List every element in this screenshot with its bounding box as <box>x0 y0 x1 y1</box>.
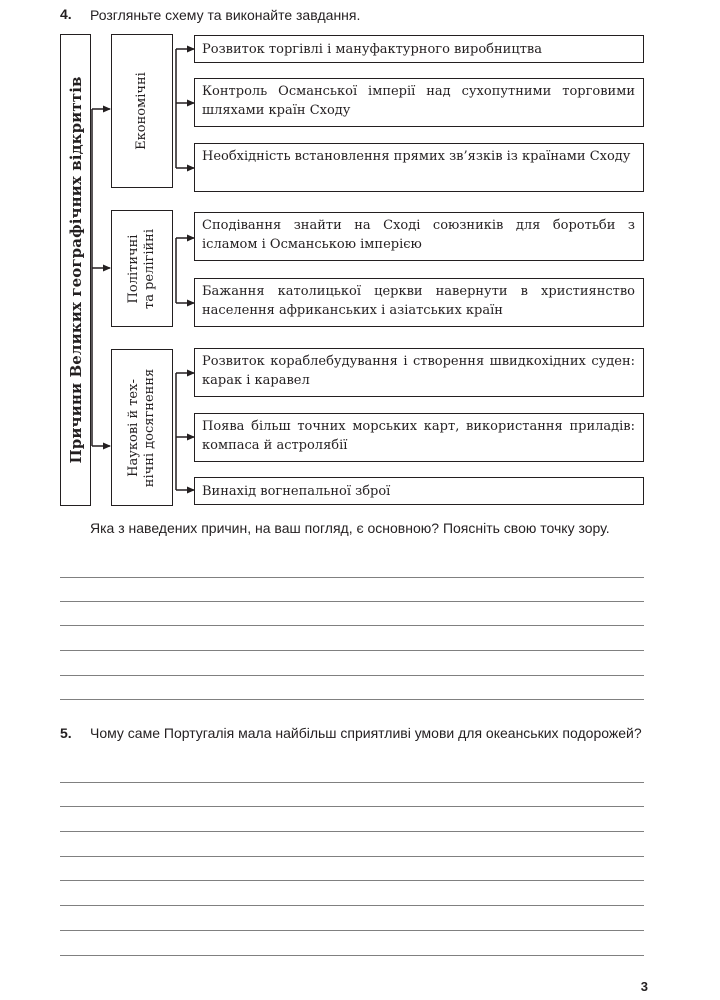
reason-box: Бажання католицької церкви навернути в християнство населення африканських і азіатських країн <box>194 278 644 327</box>
diagram-main-title: Причини Великих географічних відкриттів <box>66 76 85 464</box>
reason-box: Розвиток торгівлі і мануфактурного виробництва <box>194 35 644 63</box>
answer-line[interactable] <box>60 650 644 651</box>
category-political-label <box>126 229 158 309</box>
answer-line[interactable] <box>60 577 644 578</box>
page-number: 3 <box>640 979 648 994</box>
category-political-label-line-2: та релігійні <box>142 228 157 309</box>
reason-box: Винахід вогнепальної зброї <box>194 477 644 505</box>
task-5-question: Чому саме Португалія мала найбільш сприятливі умови для океанських подорожей? <box>90 725 642 741</box>
task-4-question: Яка з наведених причин, на ваш погляд, є основною? Поясніть свою точку зору. <box>90 520 610 536</box>
task-5-number: 5. <box>60 725 72 741</box>
answer-line[interactable] <box>60 601 644 602</box>
reason-box: Сподівання знайти на Сході союзників для боротьби з ісламом і Османською імперією <box>194 212 644 261</box>
category-economic-box <box>111 34 173 188</box>
category-scientific-label-line-1: Наукові й тех- <box>126 378 141 477</box>
task-4-instruction: Розгляньте схему та виконайте завдання. <box>90 7 361 23</box>
answer-line[interactable] <box>60 930 644 931</box>
answer-line[interactable] <box>60 782 644 783</box>
reason-box: Контроль Османської імперії над сухопутними торговими шляхами країн Сходу <box>194 78 644 127</box>
diagram-main-box <box>60 34 91 506</box>
answer-line[interactable] <box>60 880 644 881</box>
reason-box: Поява більш точних морських карт, використання приладів: компаса й астролябії <box>194 413 644 462</box>
answer-line[interactable] <box>60 955 644 956</box>
answer-line[interactable] <box>60 905 644 906</box>
answer-line[interactable] <box>60 806 644 807</box>
answer-line[interactable] <box>60 831 644 832</box>
answer-line[interactable] <box>60 699 644 700</box>
reason-box: Необхідність встановлення прямих зв’язків із країнами Сходу <box>194 143 644 192</box>
category-scientific-label-line-2: нічні досягнення <box>142 368 157 487</box>
category-scientific-box <box>111 349 173 506</box>
category-political-label-line-1: Політичні <box>126 234 141 303</box>
task-4-number: 4. <box>60 6 72 22</box>
answer-line[interactable] <box>60 856 644 857</box>
category-political-box <box>111 210 173 327</box>
category-scientific-label <box>126 368 158 486</box>
reason-box: Розвиток кораблебудування і створення швидкохідних суден: карак і каравел <box>194 348 644 397</box>
answer-line[interactable] <box>60 675 644 676</box>
answer-line[interactable] <box>60 625 644 626</box>
category-economic-label: Економічні <box>134 72 149 150</box>
